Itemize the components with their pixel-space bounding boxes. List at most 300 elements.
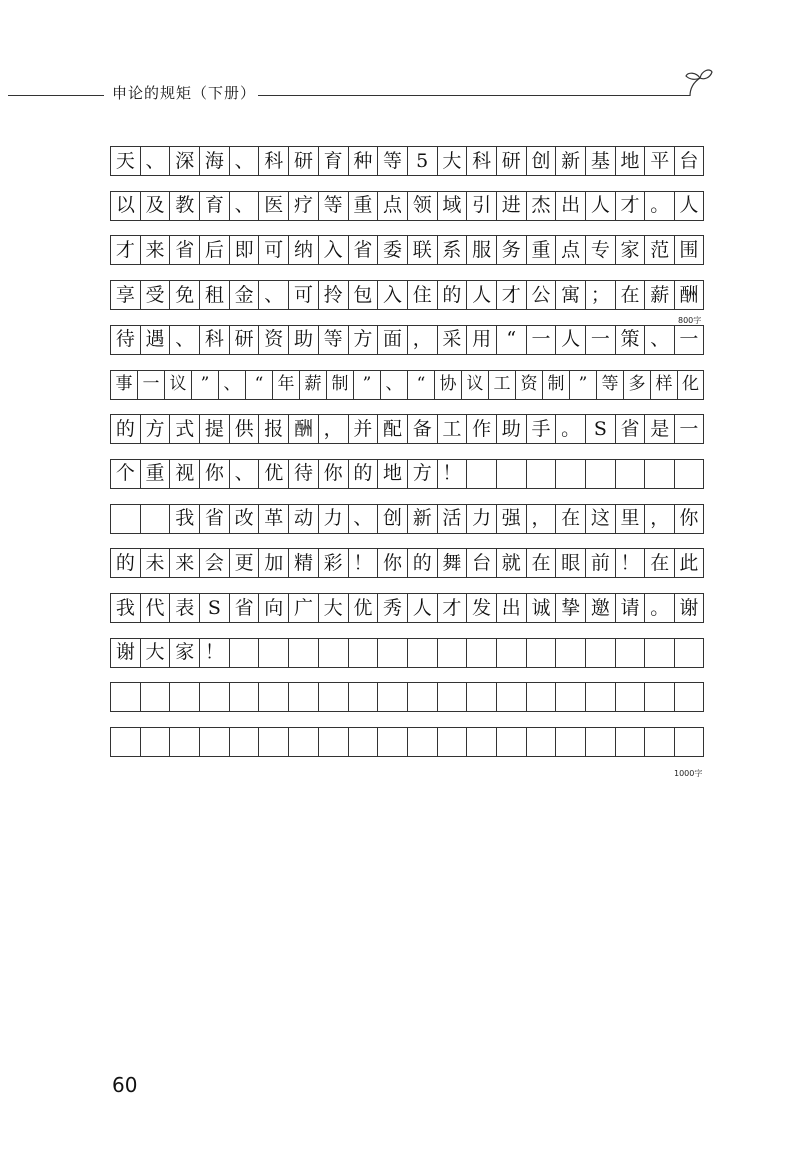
grid-cell: 即 (229, 235, 259, 265)
grid-cell: 在 (526, 548, 556, 578)
grid-cell: 是 (644, 414, 674, 444)
grid-cell: “ (407, 370, 434, 400)
grid-cell: 助 (288, 325, 318, 355)
grid-cell: 样 (650, 370, 677, 400)
grid-row (110, 235, 704, 265)
grid-cell: 此 (674, 548, 704, 578)
grid-cell (466, 459, 496, 489)
grid-cell (288, 638, 318, 668)
grid-cell: 、 (229, 146, 259, 176)
grid-cell: 出 (555, 191, 585, 221)
grid-cell (585, 682, 615, 712)
grid-cell: 及 (140, 191, 170, 221)
grid-cell: 重 (140, 459, 170, 489)
grid-cell: 重 (526, 235, 556, 265)
grid-cell: 新 (555, 146, 585, 176)
grid-cell: 一 (137, 370, 164, 400)
grid-cell: ” (191, 370, 218, 400)
grid-cell: 会 (199, 548, 229, 578)
grid-cell: 新 (407, 504, 437, 534)
grid-cell: ” (569, 370, 596, 400)
grid-cell: 议 (461, 370, 488, 400)
grid-cell: 受 (140, 280, 170, 310)
grid-cell: 策 (615, 325, 645, 355)
grid-cell: 。 (644, 593, 674, 623)
grid-cell (377, 682, 407, 712)
grid-cell (674, 727, 704, 757)
grid-cell: 公 (526, 280, 556, 310)
grid-cell: ， (526, 504, 556, 534)
grid-cell: 用 (466, 325, 496, 355)
grid-cell: 这 (585, 504, 615, 534)
grid-cell: 种 (348, 146, 378, 176)
grid-cell: 配 (377, 414, 407, 444)
grid-cell: 谢 (674, 593, 704, 623)
grid-cell (555, 727, 585, 757)
grid-cell: 活 (437, 504, 467, 534)
grid-cell (674, 682, 704, 712)
grid-cell: 来 (140, 235, 170, 265)
grid-cell: 个 (110, 459, 140, 489)
grid-cell: 优 (258, 459, 288, 489)
grid-cell: 台 (674, 146, 704, 176)
grid-cell: 天 (110, 146, 140, 176)
grid-cell: 采 (437, 325, 467, 355)
grid-cell (466, 727, 496, 757)
grid-cell: 、 (140, 146, 170, 176)
grid-cell (437, 682, 467, 712)
grid-cell: 省 (229, 593, 259, 623)
grid-cell: 向 (258, 593, 288, 623)
grid-cell: 地 (615, 146, 645, 176)
grid-cell (377, 727, 407, 757)
grid-cell: 并 (348, 414, 378, 444)
grid-cell: 秀 (377, 593, 407, 623)
grid-cell: 研 (496, 146, 526, 176)
grid-cell: 化 (677, 370, 704, 400)
grid-cell (644, 682, 674, 712)
grid-cell (229, 682, 259, 712)
grid-row (110, 414, 704, 444)
grid-cell: 动 (288, 504, 318, 534)
grid-cell (288, 682, 318, 712)
grid-cell: 在 (644, 548, 674, 578)
grid-cell: 育 (318, 146, 348, 176)
grid-cell: 大 (437, 146, 467, 176)
grid-cell: 拎 (318, 280, 348, 310)
grid-cell: 诚 (526, 593, 556, 623)
grid-cell: 等 (596, 370, 623, 400)
grid-cell (555, 682, 585, 712)
grid-cell (258, 682, 288, 712)
grid-cell: 包 (348, 280, 378, 310)
grid-cell (615, 682, 645, 712)
grid-cell: 革 (258, 504, 288, 534)
grid-cell (644, 727, 674, 757)
grid-cell: 疗 (288, 191, 318, 221)
grid-cell (377, 638, 407, 668)
grid-row (110, 146, 704, 176)
grid-cell: 人 (674, 191, 704, 221)
grid-cell: ！ (348, 548, 378, 578)
grid-cell: 创 (377, 504, 407, 534)
grid-cell: 邀 (585, 593, 615, 623)
grid-cell (140, 682, 170, 712)
grid-cell: 才 (110, 235, 140, 265)
grid-cell: 视 (169, 459, 199, 489)
grid-cell: 专 (585, 235, 615, 265)
grid-cell: 进 (496, 191, 526, 221)
grid-cell: 薪 (644, 280, 674, 310)
word-count-800: 800字 (678, 316, 702, 325)
grid-cell (199, 727, 229, 757)
grid-cell: S (199, 593, 229, 623)
grid-cell: ， (644, 504, 674, 534)
grid-cell: 才 (615, 191, 645, 221)
grid-cell: 可 (288, 280, 318, 310)
grid-cell: 引 (466, 191, 496, 221)
grid-cell: 围 (674, 235, 704, 265)
grid-cell: 、 (380, 370, 407, 400)
grid-cell: 来 (169, 548, 199, 578)
grid-cell: ， (407, 325, 437, 355)
grid-cell: 方 (348, 325, 378, 355)
grid-cell: 寓 (555, 280, 585, 310)
page-number: 60 (112, 1073, 138, 1097)
grid-cell: 务 (496, 235, 526, 265)
grid-cell: 在 (555, 504, 585, 534)
grid-cell: 协 (434, 370, 461, 400)
grid-cell: 研 (229, 325, 259, 355)
grid-cell: 、 (229, 191, 259, 221)
grid-cell (110, 727, 140, 757)
grid-cell: 联 (407, 235, 437, 265)
grid-cell: ” (353, 370, 380, 400)
grid-cell (199, 682, 229, 712)
grid-cell (496, 682, 526, 712)
grid-cell: 的 (348, 459, 378, 489)
leaf-icon (676, 66, 716, 98)
grid-cell: 更 (229, 548, 259, 578)
grid-cell: 方 (407, 459, 437, 489)
grid-cell (496, 727, 526, 757)
grid-cell: 工 (488, 370, 515, 400)
grid-cell (496, 459, 526, 489)
grid-cell (229, 727, 259, 757)
grid-cell: 人 (555, 325, 585, 355)
grid-cell: 的 (437, 280, 467, 310)
grid-cell: 报 (258, 414, 288, 444)
grid-cell: 事 (110, 370, 137, 400)
grid-cell (288, 727, 318, 757)
grid-cell: 工 (437, 414, 467, 444)
grid-cell (140, 504, 170, 534)
grid-cell: 资 (515, 370, 542, 400)
grid-cell: 台 (466, 548, 496, 578)
word-count-1000: 1000字 (674, 769, 703, 778)
grid-cell (348, 682, 378, 712)
grid-cell: 遇 (140, 325, 170, 355)
grid-cell: 精 (288, 548, 318, 578)
grid-cell: 省 (199, 504, 229, 534)
grid-cell: 可 (258, 235, 288, 265)
grid-cell (644, 638, 674, 668)
grid-cell: “ (245, 370, 272, 400)
grid-cell: 平 (644, 146, 674, 176)
grid-cell: 纳 (288, 235, 318, 265)
grid-cell: 一 (674, 325, 704, 355)
grid-cell: 系 (437, 235, 467, 265)
running-header-title: 申论的规矩（下册） (112, 84, 257, 102)
grid-cell: 域 (437, 191, 467, 221)
grid-cell: 力 (466, 504, 496, 534)
grid-cell (526, 682, 556, 712)
grid-cell: 待 (110, 325, 140, 355)
grid-row (110, 727, 704, 757)
grid-row (110, 459, 704, 489)
grid-cell: 省 (169, 235, 199, 265)
grid-cell: 育 (199, 191, 229, 221)
grid-cell (526, 459, 556, 489)
grid-cell: 加 (258, 548, 288, 578)
grid-cell: 强 (496, 504, 526, 534)
grid-cell: 备 (407, 414, 437, 444)
grid-cell: 。 (555, 414, 585, 444)
grid-cell: ； (585, 280, 615, 310)
grid-cell: 薪 (299, 370, 326, 400)
grid-cell (526, 727, 556, 757)
grid-cell: 家 (615, 235, 645, 265)
grid-cell (496, 638, 526, 668)
grid-row (110, 682, 704, 712)
grid-cell: 海 (199, 146, 229, 176)
grid-cell (644, 459, 674, 489)
grid-cell: 省 (615, 414, 645, 444)
grid-cell: 发 (466, 593, 496, 623)
grid-row (110, 548, 704, 578)
grid-cell: 一 (674, 414, 704, 444)
grid-cell: 人 (585, 191, 615, 221)
grid-cell: 服 (466, 235, 496, 265)
grid-cell (407, 727, 437, 757)
grid-cell: 杰 (526, 191, 556, 221)
grid-cell (318, 727, 348, 757)
grid-cell (674, 638, 704, 668)
grid-cell: ！ (437, 459, 467, 489)
grid-cell (258, 638, 288, 668)
grid-cell: 科 (258, 146, 288, 176)
grid-cell: 、 (218, 370, 245, 400)
grid-cell: 年 (272, 370, 299, 400)
grid-cell: 教 (169, 191, 199, 221)
grid-cell: 科 (466, 146, 496, 176)
grid-cell (615, 459, 645, 489)
grid-cell: 领 (407, 191, 437, 221)
grid-cell: 省 (348, 235, 378, 265)
grid-cell: 式 (169, 414, 199, 444)
grid-cell: 供 (229, 414, 259, 444)
grid-cell (110, 504, 140, 534)
grid-cell: 一 (526, 325, 556, 355)
grid-cell (615, 638, 645, 668)
grid-cell: 助 (496, 414, 526, 444)
grid-cell: 我 (110, 593, 140, 623)
grid-cell: 舞 (437, 548, 467, 578)
grid-cell: 5 (407, 146, 437, 176)
grid-cell (348, 638, 378, 668)
grid-cell: 酬 (288, 414, 318, 444)
grid-cell: 请 (615, 593, 645, 623)
grid-cell: 力 (318, 504, 348, 534)
grid-cell: 重 (348, 191, 378, 221)
grid-cell: 代 (140, 593, 170, 623)
grid-cell: 改 (229, 504, 259, 534)
grid-cell (437, 638, 467, 668)
grid-cell: 科 (199, 325, 229, 355)
grid-cell: 多 (623, 370, 650, 400)
grid-cell: 里 (615, 504, 645, 534)
grid-cell: 基 (585, 146, 615, 176)
grid-row (110, 593, 704, 623)
grid-cell: 彩 (318, 548, 348, 578)
grid-cell: 以 (110, 191, 140, 221)
grid-cell: 家 (169, 638, 199, 668)
grid-cell: 、 (229, 459, 259, 489)
grid-cell: 在 (615, 280, 645, 310)
grid-cell: 的 (407, 548, 437, 578)
grid-cell (407, 682, 437, 712)
grid-cell: 你 (199, 459, 229, 489)
grid-cell (466, 682, 496, 712)
grid-cell: 入 (377, 280, 407, 310)
grid-cell: 面 (377, 325, 407, 355)
grid-cell: 委 (377, 235, 407, 265)
grid-cell: “ (496, 325, 526, 355)
grid-cell: S (585, 414, 615, 444)
grid-cell: 享 (110, 280, 140, 310)
grid-cell: 你 (674, 504, 704, 534)
grid-cell: 酬 (674, 280, 704, 310)
grid-cell: ， (318, 414, 348, 444)
grid-cell: 未 (140, 548, 170, 578)
grid-cell (585, 727, 615, 757)
grid-cell: 、 (258, 280, 288, 310)
grid-row (110, 370, 704, 400)
header-rule-right (258, 95, 690, 96)
grid-cell (140, 727, 170, 757)
grid-cell: 的 (110, 414, 140, 444)
grid-cell: 优 (348, 593, 378, 623)
grid-cell (318, 682, 348, 712)
grid-cell: 创 (526, 146, 556, 176)
grid-cell: 你 (377, 548, 407, 578)
grid-cell: 、 (644, 325, 674, 355)
grid-cell: 出 (496, 593, 526, 623)
grid-cell: 医 (258, 191, 288, 221)
grid-cell (169, 727, 199, 757)
grid-cell: 制 (326, 370, 353, 400)
grid-cell: 、 (169, 325, 199, 355)
grid-cell: 等 (377, 146, 407, 176)
grid-cell: 租 (199, 280, 229, 310)
grid-cell: ！ (615, 548, 645, 578)
grid-row (110, 191, 704, 221)
grid-cell: 一 (585, 325, 615, 355)
grid-cell: 点 (555, 235, 585, 265)
grid-cell (110, 682, 140, 712)
grid-cell: 地 (377, 459, 407, 489)
grid-cell: 我 (169, 504, 199, 534)
grid-cell: 。 (644, 191, 674, 221)
grid-cell: 大 (140, 638, 170, 668)
grid-cell: 提 (199, 414, 229, 444)
grid-row (110, 325, 704, 355)
grid-cell: 免 (169, 280, 199, 310)
grid-cell: 你 (318, 459, 348, 489)
grid-cell: 就 (496, 548, 526, 578)
grid-cell: ！ (199, 638, 229, 668)
grid-cell (407, 638, 437, 668)
grid-cell: 资 (258, 325, 288, 355)
grid-cell: 挚 (555, 593, 585, 623)
grid-row (110, 638, 704, 668)
grid-cell: 前 (585, 548, 615, 578)
grid-cell: 制 (542, 370, 569, 400)
grid-cell: 、 (348, 504, 378, 534)
grid-cell (318, 638, 348, 668)
grid-cell: 广 (288, 593, 318, 623)
grid-cell: 大 (318, 593, 348, 623)
grid-cell: 待 (288, 459, 318, 489)
header-rule-left (8, 95, 104, 96)
grid-cell: 入 (318, 235, 348, 265)
grid-cell: 议 (164, 370, 191, 400)
grid-row (110, 504, 704, 534)
grid-cell (169, 682, 199, 712)
grid-cell: 眼 (555, 548, 585, 578)
grid-row (110, 280, 704, 310)
grid-cell: 才 (496, 280, 526, 310)
grid-cell (348, 727, 378, 757)
grid-cell (585, 459, 615, 489)
grid-cell (466, 638, 496, 668)
grid-cell (437, 727, 467, 757)
grid-cell: 手 (526, 414, 556, 444)
grid-cell: 才 (437, 593, 467, 623)
grid-cell (555, 459, 585, 489)
grid-cell: 表 (169, 593, 199, 623)
grid-cell: 后 (199, 235, 229, 265)
grid-cell (526, 638, 556, 668)
grid-cell (258, 727, 288, 757)
grid-cell (585, 638, 615, 668)
grid-cell: 人 (407, 593, 437, 623)
grid-cell: 的 (110, 548, 140, 578)
grid-cell: 范 (644, 235, 674, 265)
grid-cell: 点 (377, 191, 407, 221)
grid-cell: 等 (318, 191, 348, 221)
grid-cell (229, 638, 259, 668)
grid-cell: 金 (229, 280, 259, 310)
grid-cell: 方 (140, 414, 170, 444)
grid-cell: 研 (288, 146, 318, 176)
grid-cell (555, 638, 585, 668)
grid-cell: 住 (407, 280, 437, 310)
grid-cell: 深 (169, 146, 199, 176)
grid-cell: 谢 (110, 638, 140, 668)
grid-cell: 等 (318, 325, 348, 355)
grid-cell (615, 727, 645, 757)
